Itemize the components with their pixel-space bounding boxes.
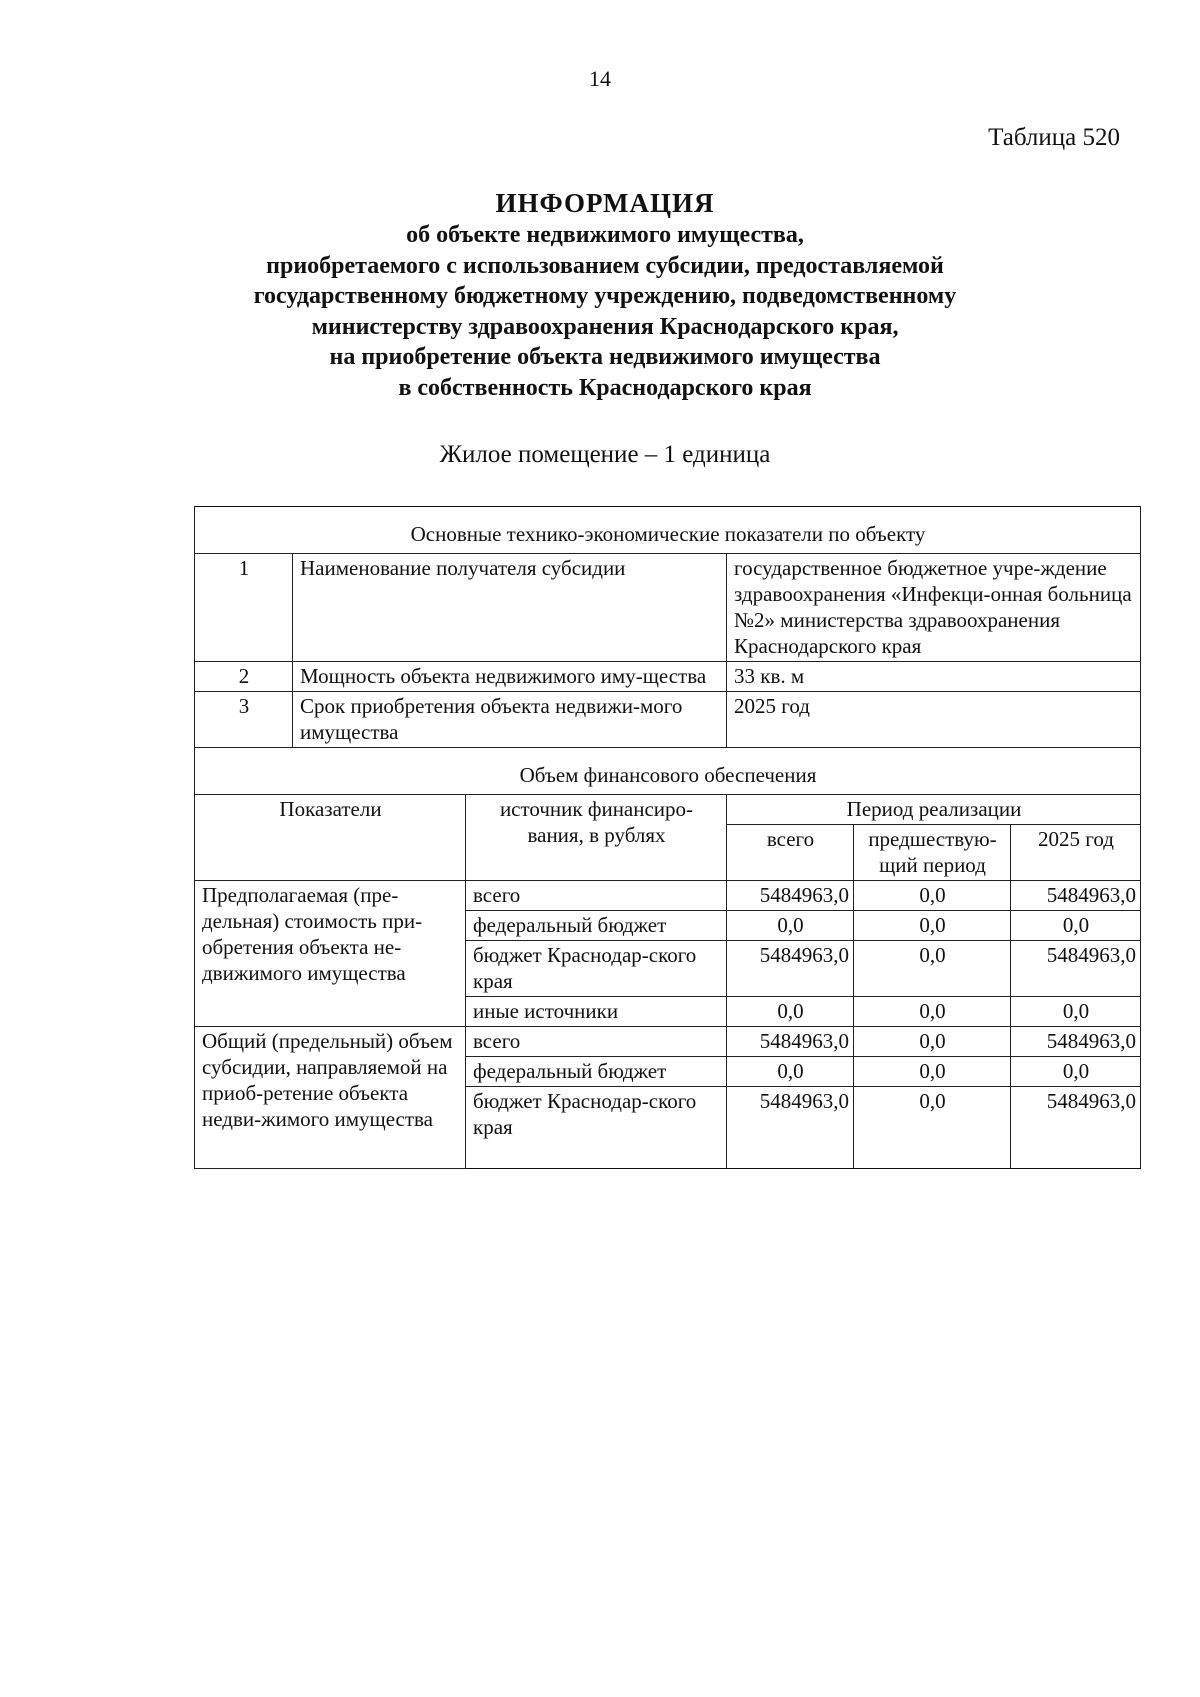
previous-cell: 0,0: [854, 1087, 1011, 1169]
year-cell: 5484963,0: [1011, 1027, 1141, 1057]
group-label: Общий (предельный) объем субсидии, направляемой на приоб-ретение объекта недви-жимого имущества: [195, 1027, 466, 1169]
previous-cell: 0,0: [854, 1057, 1011, 1087]
row-value: 33 кв. м: [727, 662, 1141, 692]
heading-title: ИНФОРМАЦИЯ: [495, 188, 715, 218]
heading-line: в собственность Краснодарского края: [398, 374, 812, 401]
row-label: Срок приобретения объекта недвижи-мого имущества: [293, 692, 727, 748]
heading-line: государственному бюджетному учреждению, подведомственному: [253, 283, 957, 309]
col-period-header: Период реализации: [727, 795, 1141, 825]
col-previous-header: предшествую-щий период: [854, 825, 1011, 881]
heading-line: приобретаемого с использованием субсидии, предоставляемой: [266, 252, 944, 279]
finance-header-row: [195, 795, 1141, 825]
total-cell: 5484963,0: [727, 881, 854, 911]
heading-line: на приобретение объекта недвижимого имущества: [329, 344, 881, 370]
total-cell: 0,0: [727, 1057, 854, 1087]
previous-cell: 0,0: [854, 881, 1011, 911]
col-source-header: источник финансиро-вания, в рублях: [466, 795, 727, 881]
total-cell: 0,0: [727, 911, 854, 941]
source-cell: федеральный бюджет: [466, 1057, 727, 1087]
previous-cell: 0,0: [854, 997, 1011, 1027]
source-cell: всего: [466, 881, 727, 911]
section2-header-row: [195, 748, 1141, 795]
year-cell: 0,0: [1011, 911, 1141, 941]
total-cell: 0,0: [727, 997, 854, 1027]
row-value: государственное бюджетное учре-ждение здравоохранения «Инфекци-онная больница №2» министерства здравоохранения Краснодарского края: [727, 554, 1141, 662]
table-row: [195, 554, 1141, 662]
page-number: 14: [589, 66, 611, 91]
source-cell: бюджет Краснодар-ского края: [466, 941, 727, 997]
total-cell: 5484963,0: [727, 941, 854, 997]
row-number: 2: [195, 662, 293, 692]
row-number: 1: [195, 554, 293, 662]
source-cell: всего: [466, 1027, 727, 1057]
row-number: 3: [195, 692, 293, 748]
row-label: Мощность объекта недвижимого иму-щества: [293, 662, 727, 692]
row-value: 2025 год: [727, 692, 1141, 748]
table-label: Таблица 520: [988, 124, 1120, 151]
col-total-header: всего: [727, 825, 854, 881]
section2-header: Объем финансового обеспечения: [195, 748, 1141, 795]
document-heading: [0, 186, 1200, 403]
row-label: Наименование получателя субсидии: [293, 554, 727, 662]
source-cell: иные источники: [466, 997, 727, 1027]
section1-header: Основные технико-экономические показатели по объекту: [195, 507, 1141, 554]
heading-line: об объекте недвижимого имущества,: [406, 222, 804, 248]
col-year-header: 2025 год: [1011, 825, 1141, 881]
group-label: Предполагаемая (пре-дельная) стоимость при-обретения объекта не-движимого имущества: [195, 881, 466, 1027]
section1-header-row: [195, 507, 1141, 554]
source-cell: бюджет Краснодар-ского края: [466, 1087, 727, 1169]
table-row: [195, 1027, 1141, 1057]
previous-cell: 0,0: [854, 941, 1011, 997]
table-row: [195, 692, 1141, 748]
heading-line: министерству здравоохранения Краснодарского края,: [311, 313, 899, 340]
previous-cell: 0,0: [854, 911, 1011, 941]
total-cell: 5484963,0: [727, 1027, 854, 1057]
year-cell: 0,0: [1011, 1057, 1141, 1087]
year-cell: 5484963,0: [1011, 941, 1141, 997]
year-cell: 5484963,0: [1011, 881, 1141, 911]
total-cell: 5484963,0: [727, 1087, 854, 1169]
year-cell: 0,0: [1011, 997, 1141, 1027]
table-row: [195, 662, 1141, 692]
source-cell: федеральный бюджет: [466, 911, 727, 941]
table-row: [195, 881, 1141, 911]
object-info-table: [194, 506, 1141, 1169]
object-subtitle: Жилое помещение – 1 единица: [439, 441, 771, 468]
previous-cell: 0,0: [854, 1027, 1011, 1057]
col-indicators-header: Показатели: [195, 795, 466, 881]
year-cell: 5484963,0: [1011, 1087, 1141, 1169]
